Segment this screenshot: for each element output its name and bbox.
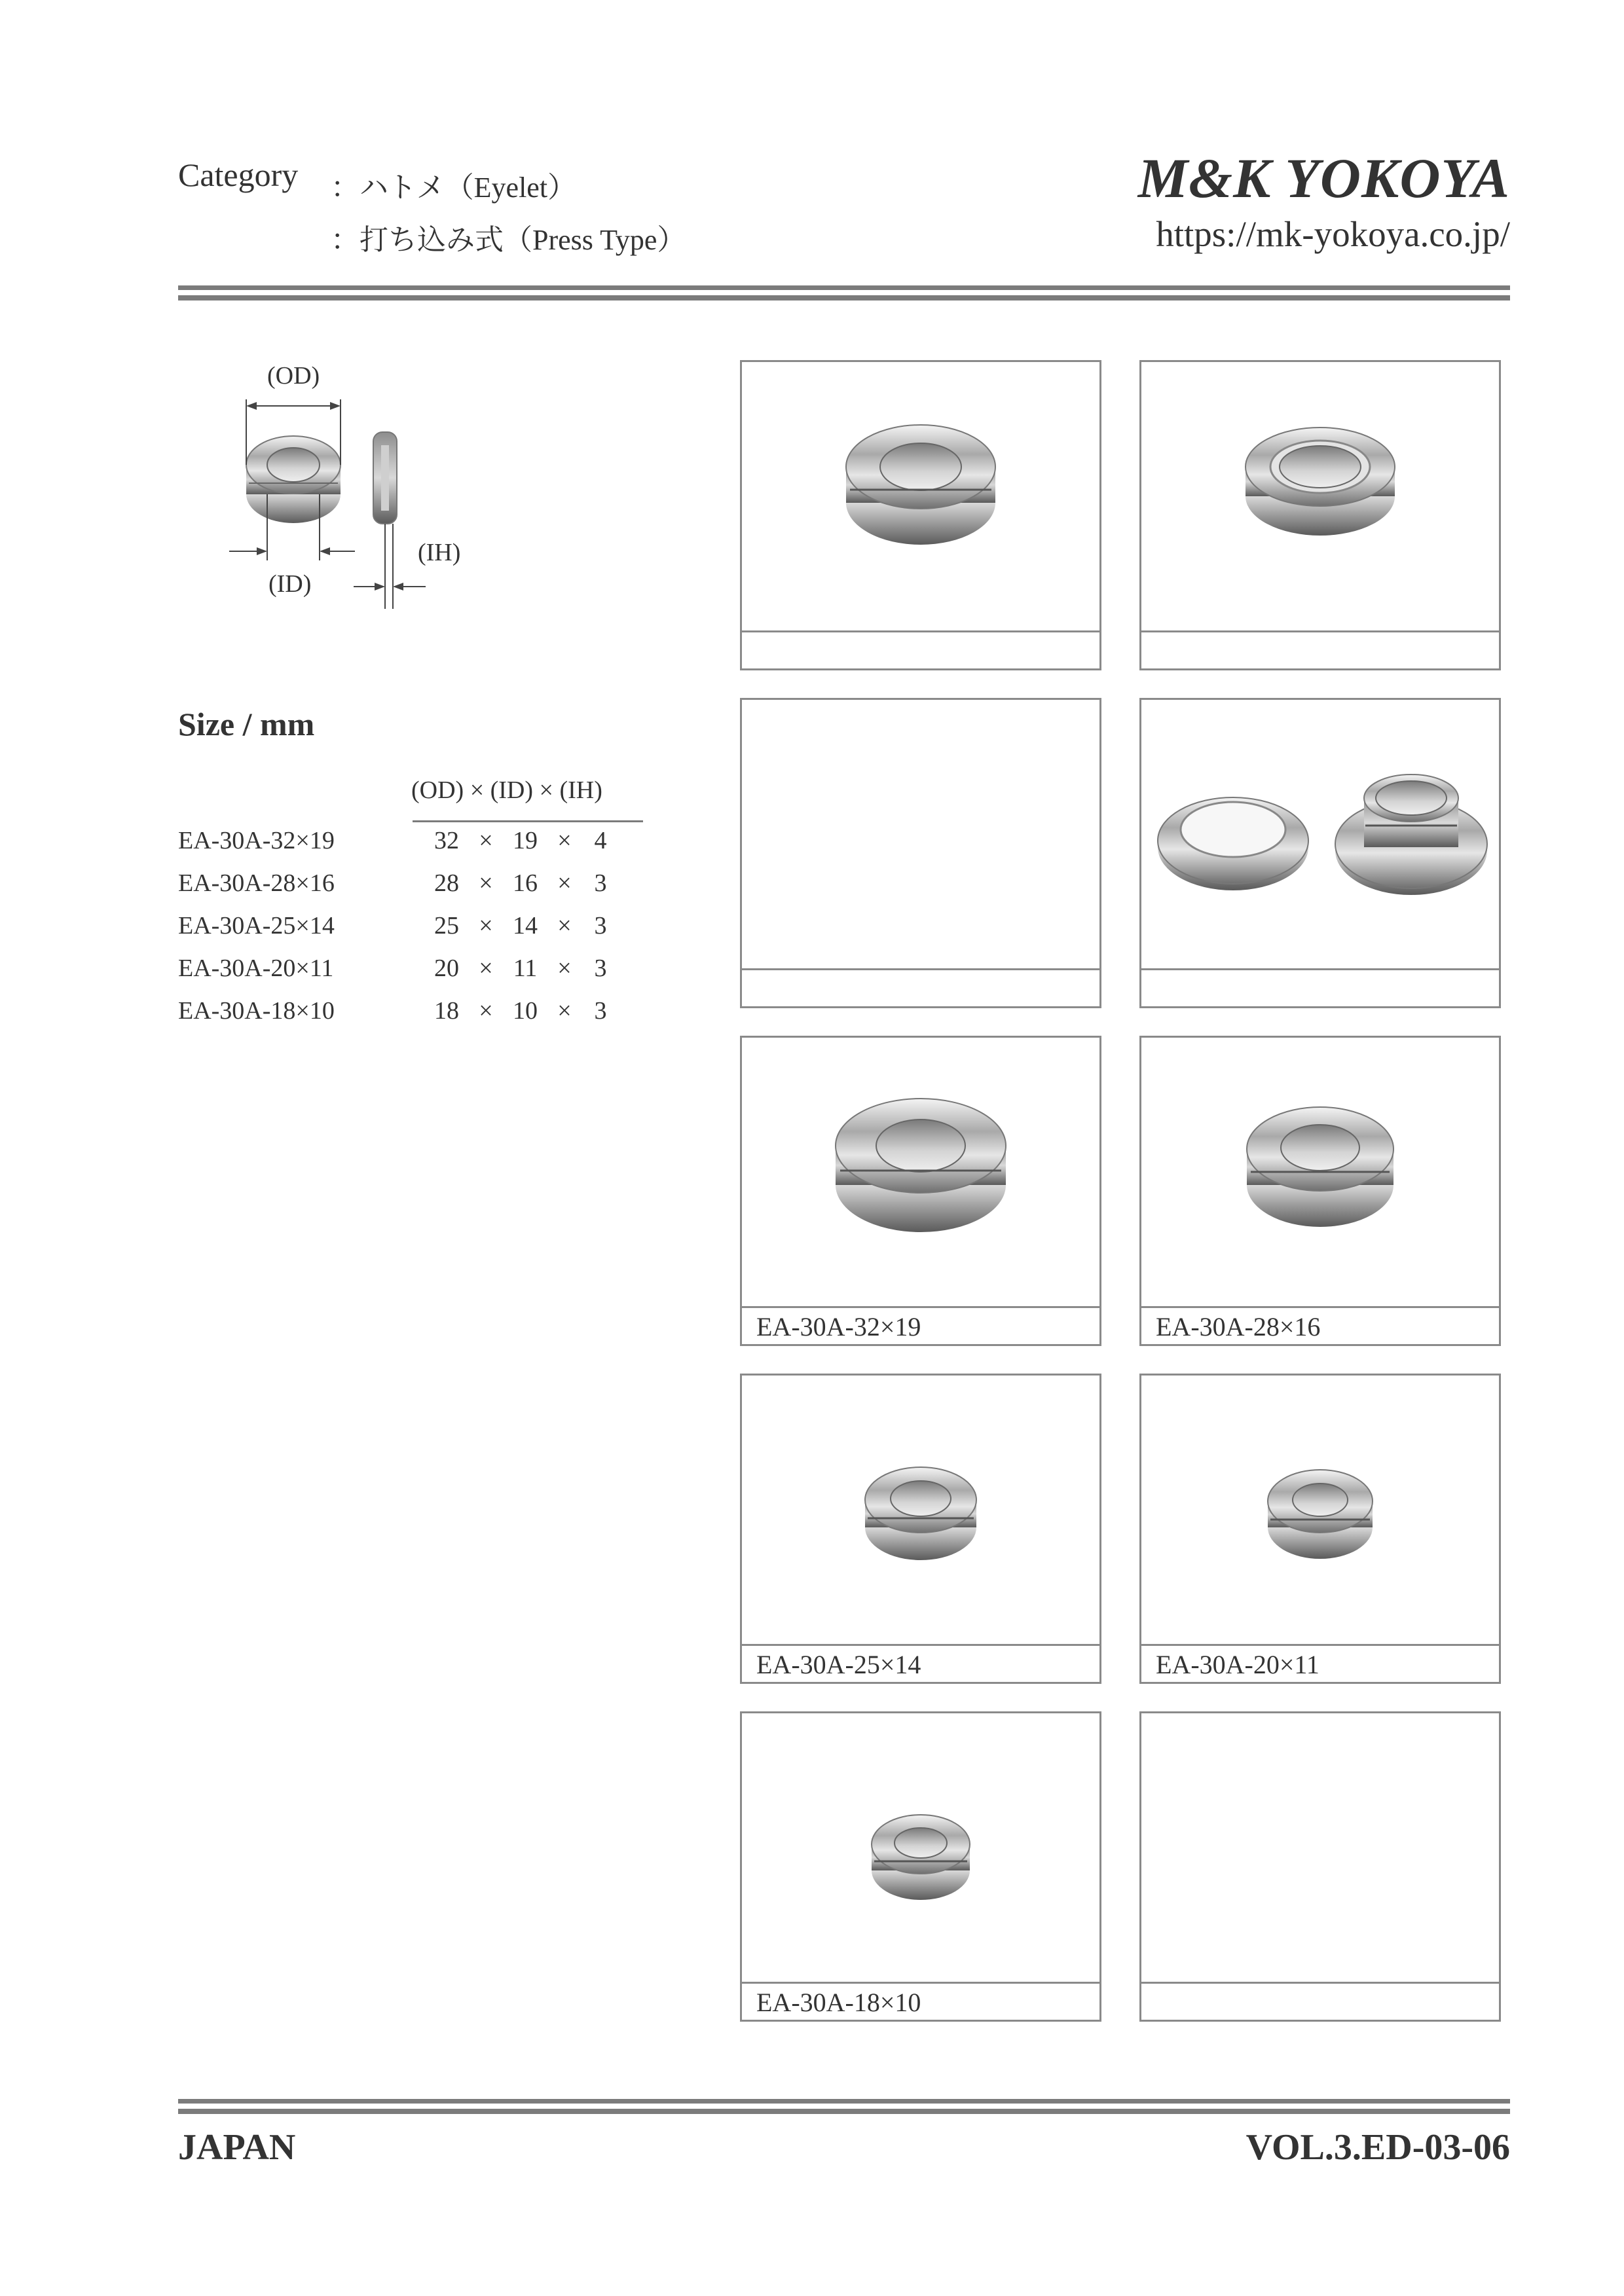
size-code: EA-30A-32×19 (178, 827, 335, 854)
times-sign: × (557, 869, 572, 897)
size-id: 19 (513, 827, 538, 854)
header-divider (178, 295, 1510, 301)
times-sign: × (479, 869, 493, 897)
header-divider (178, 285, 1510, 290)
dimension-diagram (216, 362, 504, 609)
product-card (740, 360, 1101, 670)
product-caption: EA-30A-32×19 (756, 1312, 921, 1341)
product-card (740, 1374, 1101, 1684)
size-od: 18 (434, 997, 459, 1025)
size-ih: 3 (594, 912, 607, 939)
ih-label: (IH) (418, 539, 461, 566)
od-label: (OD) (267, 362, 320, 390)
size-code: EA-30A-25×14 (178, 912, 335, 939)
size-id: 16 (513, 869, 538, 897)
times-sign: × (557, 997, 572, 1025)
size-ih: 3 (594, 997, 607, 1025)
size-od: 25 (434, 912, 459, 939)
eyelet-photo-18x10 (742, 1713, 1099, 1982)
eyelet-photo-28x16 (1141, 1038, 1499, 1306)
eyelet-photo-32x19 (742, 1038, 1099, 1306)
product-caption: EA-30A-18×10 (756, 1988, 921, 2017)
product-photo (742, 1713, 1099, 1984)
id-label: (ID) (268, 570, 312, 598)
product-photo (742, 1038, 1099, 1308)
times-sign: × (479, 955, 493, 982)
product-photo (1141, 362, 1499, 632)
size-table-header-rule (413, 820, 643, 822)
product-caption: EA-30A-20×11 (1156, 1650, 1320, 1679)
product-card (1139, 1036, 1501, 1346)
product-card (1139, 360, 1501, 670)
size-id: 14 (513, 912, 538, 939)
product-photo (1141, 700, 1499, 970)
footer-volume: VOL.3.ED-03-06 (1246, 2127, 1510, 2168)
times-sign: × (479, 997, 493, 1025)
eyelet-photo-top (1141, 362, 1499, 630)
category-type: ：ハトメ（Eyelet） (331, 172, 577, 204)
size-table-row (178, 826, 676, 868)
size-code: EA-30A-18×10 (178, 997, 335, 1025)
product-card (1139, 1374, 1501, 1684)
product-card (1139, 1711, 1501, 2022)
footer-divider (178, 2109, 1510, 2114)
footer-country: JAPAN (178, 2127, 296, 2168)
times-sign: × (557, 827, 572, 854)
size-table-row (178, 954, 676, 996)
product-caption: EA-30A-25×14 (756, 1650, 921, 1679)
size-title: Size / mm (178, 706, 315, 742)
website-url[interactable]: https://mk-yokoya.co.jp/ (1156, 214, 1510, 254)
size-code: EA-30A-28×16 (178, 869, 335, 897)
size-id: 10 (513, 997, 538, 1025)
size-ih: 3 (594, 869, 607, 897)
times-sign: × (479, 912, 493, 939)
product-photo (742, 700, 1099, 970)
product-card (740, 1036, 1101, 1346)
product-card (1139, 698, 1501, 1008)
size-table-row (178, 911, 676, 953)
product-photo (742, 362, 1099, 632)
size-table-row (178, 869, 676, 911)
size-od: 20 (434, 955, 459, 982)
product-card (740, 698, 1101, 1008)
eyelet-diagram-illustration (216, 367, 504, 609)
product-caption: EA-30A-28×16 (1156, 1312, 1321, 1341)
eyelet-parts-photo (1141, 700, 1499, 968)
size-ih: 3 (594, 955, 607, 982)
times-sign: × (557, 955, 572, 982)
footer-divider (178, 2099, 1510, 2104)
product-photo (1141, 1038, 1499, 1308)
size-table-row (178, 996, 676, 1038)
eyelet-photo-20x11 (1141, 1376, 1499, 1644)
times-sign: × (479, 827, 493, 854)
category-label: Category (178, 156, 299, 193)
size-id: 11 (513, 955, 538, 982)
eyelet-photo-25x14 (742, 1376, 1099, 1644)
product-photo (1141, 1713, 1499, 1984)
product-photo (742, 1376, 1099, 1646)
times-sign: × (557, 912, 572, 939)
size-ih: 4 (594, 827, 607, 854)
brand-logo: M&K YOKOYA (1137, 147, 1510, 210)
size-od: 32 (434, 827, 459, 854)
product-card (740, 1711, 1101, 2022)
category-subtype: ：打ち込み式（Press Type） (331, 224, 686, 256)
eyelet-photo (742, 362, 1099, 630)
size-table-header: (OD) × (ID) × (IH) (411, 776, 602, 804)
product-photo (1141, 1376, 1499, 1646)
size-od: 28 (434, 869, 459, 897)
size-code: EA-30A-20×11 (178, 955, 334, 982)
